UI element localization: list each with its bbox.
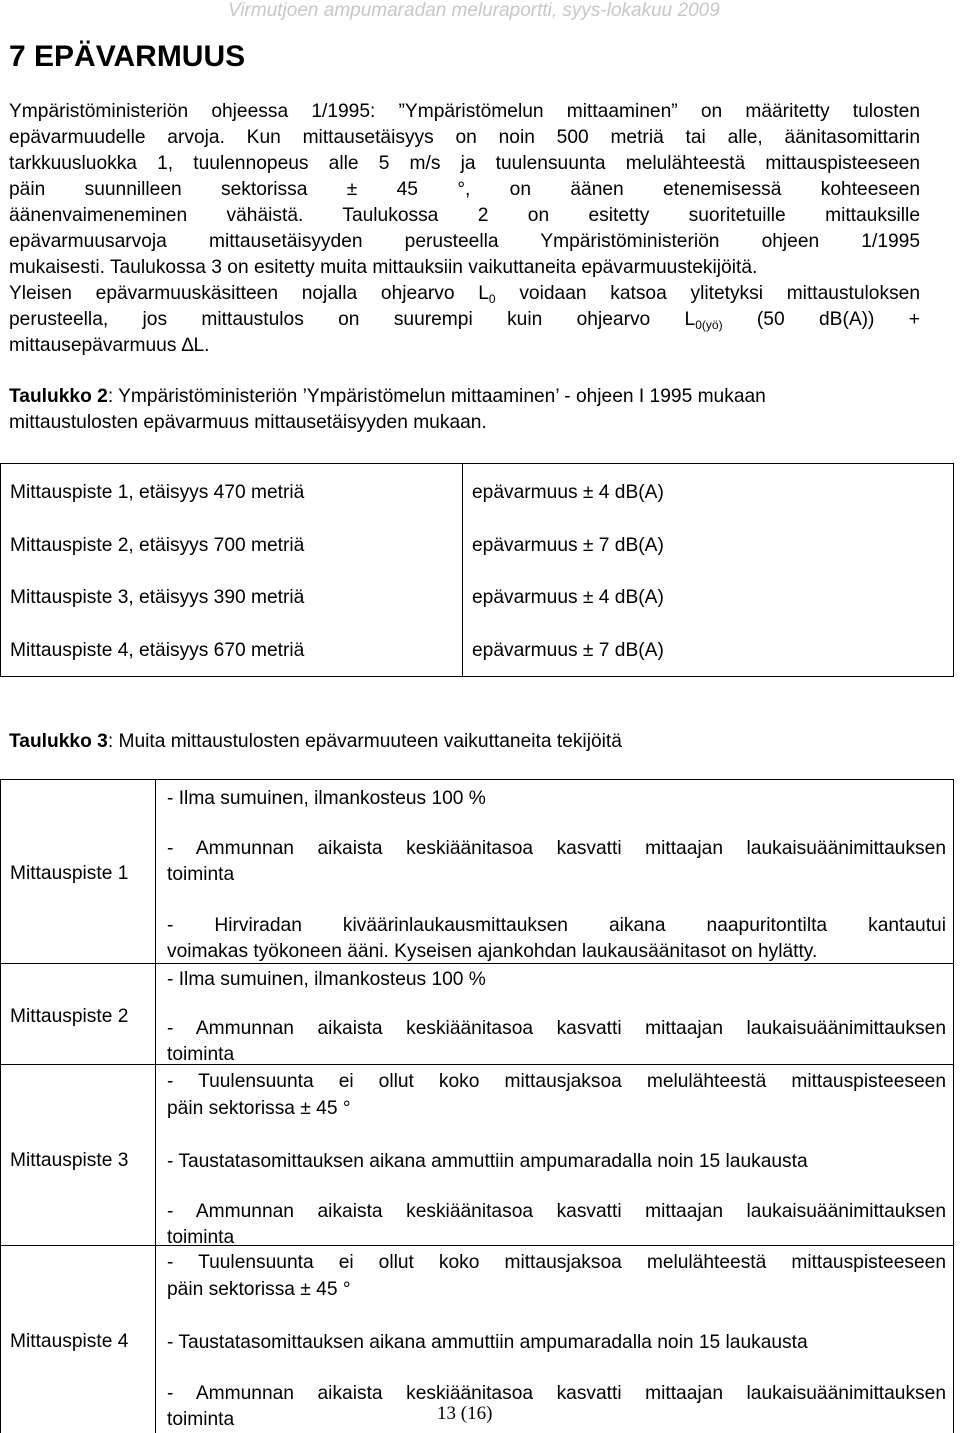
row-divider	[1, 963, 155, 964]
paragraph-line: mukaisesti. Taulukossa 3 on esitetty muita mittauksiin vaikuttaneita epävarmuustekijöitä.	[9, 257, 758, 278]
factor-item: - Ammunnan aikaista keskiäänitasoa kasvatti mittaajan laukaisuäänimittauksen	[167, 838, 946, 859]
paragraph-line: äänenvaimeneminen vähäistä. Taulukossa 2 on esitetty suoritetuille mittauksille	[9, 205, 920, 226]
table3-caption	[9, 731, 622, 753]
factor-item: - Ilma sumuinen, ilmankosteus 100 %	[167, 788, 486, 809]
factor-item: - Taustatasomittauksen aikana ammuttiin ampumaradalla noin 15 laukausta	[167, 1332, 808, 1353]
table2-caption-line2: mittaustulosten epävarmuus mittausetäisyyden mukaan.	[9, 412, 487, 433]
factor-item: toiminta	[167, 864, 235, 885]
caption-text: : Muita mittaustulosten epävarmuuteen vaikuttaneita tekijöitä	[107, 731, 622, 752]
text-run: Yleisen epävarmuuskäsitteen nojalla ohjearvo L	[9, 283, 489, 304]
table-cell-point: Mittauspiste 4, etäisyys 670 metriä	[10, 640, 305, 661]
column-divider	[462, 464, 463, 676]
table-cell-point: Mittauspiste 2	[10, 1006, 129, 1027]
caption-label: Taulukko 2	[9, 386, 108, 407]
table-cell-point: Mittauspiste 3	[10, 1150, 129, 1171]
caption-label: Taulukko 3	[9, 731, 108, 752]
paragraph-line-formula	[9, 281, 920, 308]
table-cell-point: Mittauspiste 1, etäisyys 470 metriä	[10, 482, 305, 503]
paragraph-line: mittausepävarmuus ∆L.	[9, 335, 210, 356]
row-divider	[1, 1245, 155, 1246]
factor-item: päin sektorissa ± 45 °	[167, 1098, 351, 1119]
row-divider	[155, 1245, 953, 1246]
factor-item: - Ammunnan aikaista keskiäänitasoa kasvatti mittaajan laukaisuäänimittauksen	[167, 1383, 946, 1404]
running-header: Virmutjoen ampumaradan meluraportti, syys-lokakuu 2009	[228, 0, 720, 21]
table-cell-uncertainty: epävarmuus ± 4 dB(A)	[472, 482, 664, 503]
text-run: perusteella, jos mittaustulos on suurempi kuin ohjearvo L	[9, 309, 696, 330]
table-cell-point: Mittauspiste 4	[10, 1331, 129, 1352]
caption-text: : Ympäristöministeriön ’Ympäristömelun mittaaminen’ - ohjeen I 1995 mukaan	[107, 386, 766, 407]
factor-item: toiminta	[167, 1409, 235, 1430]
table-cell-uncertainty: epävarmuus ± 7 dB(A)	[472, 535, 664, 556]
chapter-title: 7 EPÄVARMUUS	[9, 40, 246, 73]
factor-item: toiminta	[167, 1044, 235, 1065]
uncertainty-table	[0, 463, 954, 677]
subscript: 0(yö)	[695, 318, 723, 332]
paragraph-line: Ympäristöministeriön ohjeessa 1/1995: ”Ympäristömelun mittaaminen” on määritetty tulosten	[9, 101, 920, 122]
text-run: (50 dB(A)) +	[722, 309, 920, 330]
row-divider	[1, 1064, 155, 1065]
factor-item: - Tuulensuunta ei ollut koko mittausjaksoa melulähteestä mittauspisteeseen	[167, 1071, 946, 1092]
paragraph-line: tarkkuusluokka 1, tuulennopeus alle 5 m/s ja tuulensuunta melulähteestä mittauspisteeseen	[9, 153, 920, 174]
page-number: 13 (16)	[437, 1403, 493, 1424]
factor-item: - Ilma sumuinen, ilmankosteus 100 %	[167, 969, 486, 990]
table-cell-uncertainty: epävarmuus ± 7 dB(A)	[472, 640, 664, 661]
factors-table	[0, 779, 954, 1433]
subscript: 0	[488, 292, 496, 306]
factor-item: päin sektorissa ± 45 °	[167, 1279, 351, 1300]
factor-item: - Ammunnan aikaista keskiäänitasoa kasvatti mittaajan laukaisuäänimittauksen	[167, 1201, 946, 1222]
row-divider	[155, 963, 953, 964]
table2-caption	[9, 386, 766, 408]
paragraph-line: epävarmuudelle arvoja. Kun mittausetäisyys on noin 500 metriä tai alle, äänitasomittarin	[9, 127, 920, 148]
factor-item: - Taustatasomittauksen aikana ammuttiin ampumaradalla noin 15 laukausta	[167, 1151, 808, 1172]
table-cell-point: Mittauspiste 2, etäisyys 700 metriä	[10, 535, 305, 556]
table-cell-uncertainty: epävarmuus ± 4 dB(A)	[472, 587, 664, 608]
row-divider	[155, 1064, 953, 1065]
factor-item: - Ammunnan aikaista keskiäänitasoa kasvatti mittaajan laukaisuäänimittauksen	[167, 1018, 946, 1039]
column-divider	[155, 780, 156, 1433]
factor-item: - Hirviradan kiväärinlaukausmittauksen aikana naapuritontilta kantautui	[167, 915, 946, 936]
paragraph-line: päin suunnilleen sektorissa ± 45 °, on äänen etenemisessä kohteeseen	[9, 179, 920, 200]
factor-item: toiminta	[167, 1227, 235, 1248]
factor-item: - Tuulensuunta ei ollut koko mittausjaksoa melulähteestä mittauspisteeseen	[167, 1252, 946, 1273]
factor-item: voimakas työkoneen ääni. Kyseisen ajankohdan laukausäänitasot on hylätty.	[167, 941, 818, 962]
text-run: voidaan katsoa ylitetyksi mittaustuloksen	[495, 283, 921, 304]
paragraph-line: epävarmuusarvoja mittausetäisyyden perusteella Ympäristöministeriön ohjeen 1/1995	[9, 231, 920, 252]
table-cell-point: Mittauspiste 1	[10, 863, 129, 884]
table-cell-point: Mittauspiste 3, etäisyys 390 metriä	[10, 587, 305, 608]
paragraph-line-formula	[9, 307, 920, 334]
